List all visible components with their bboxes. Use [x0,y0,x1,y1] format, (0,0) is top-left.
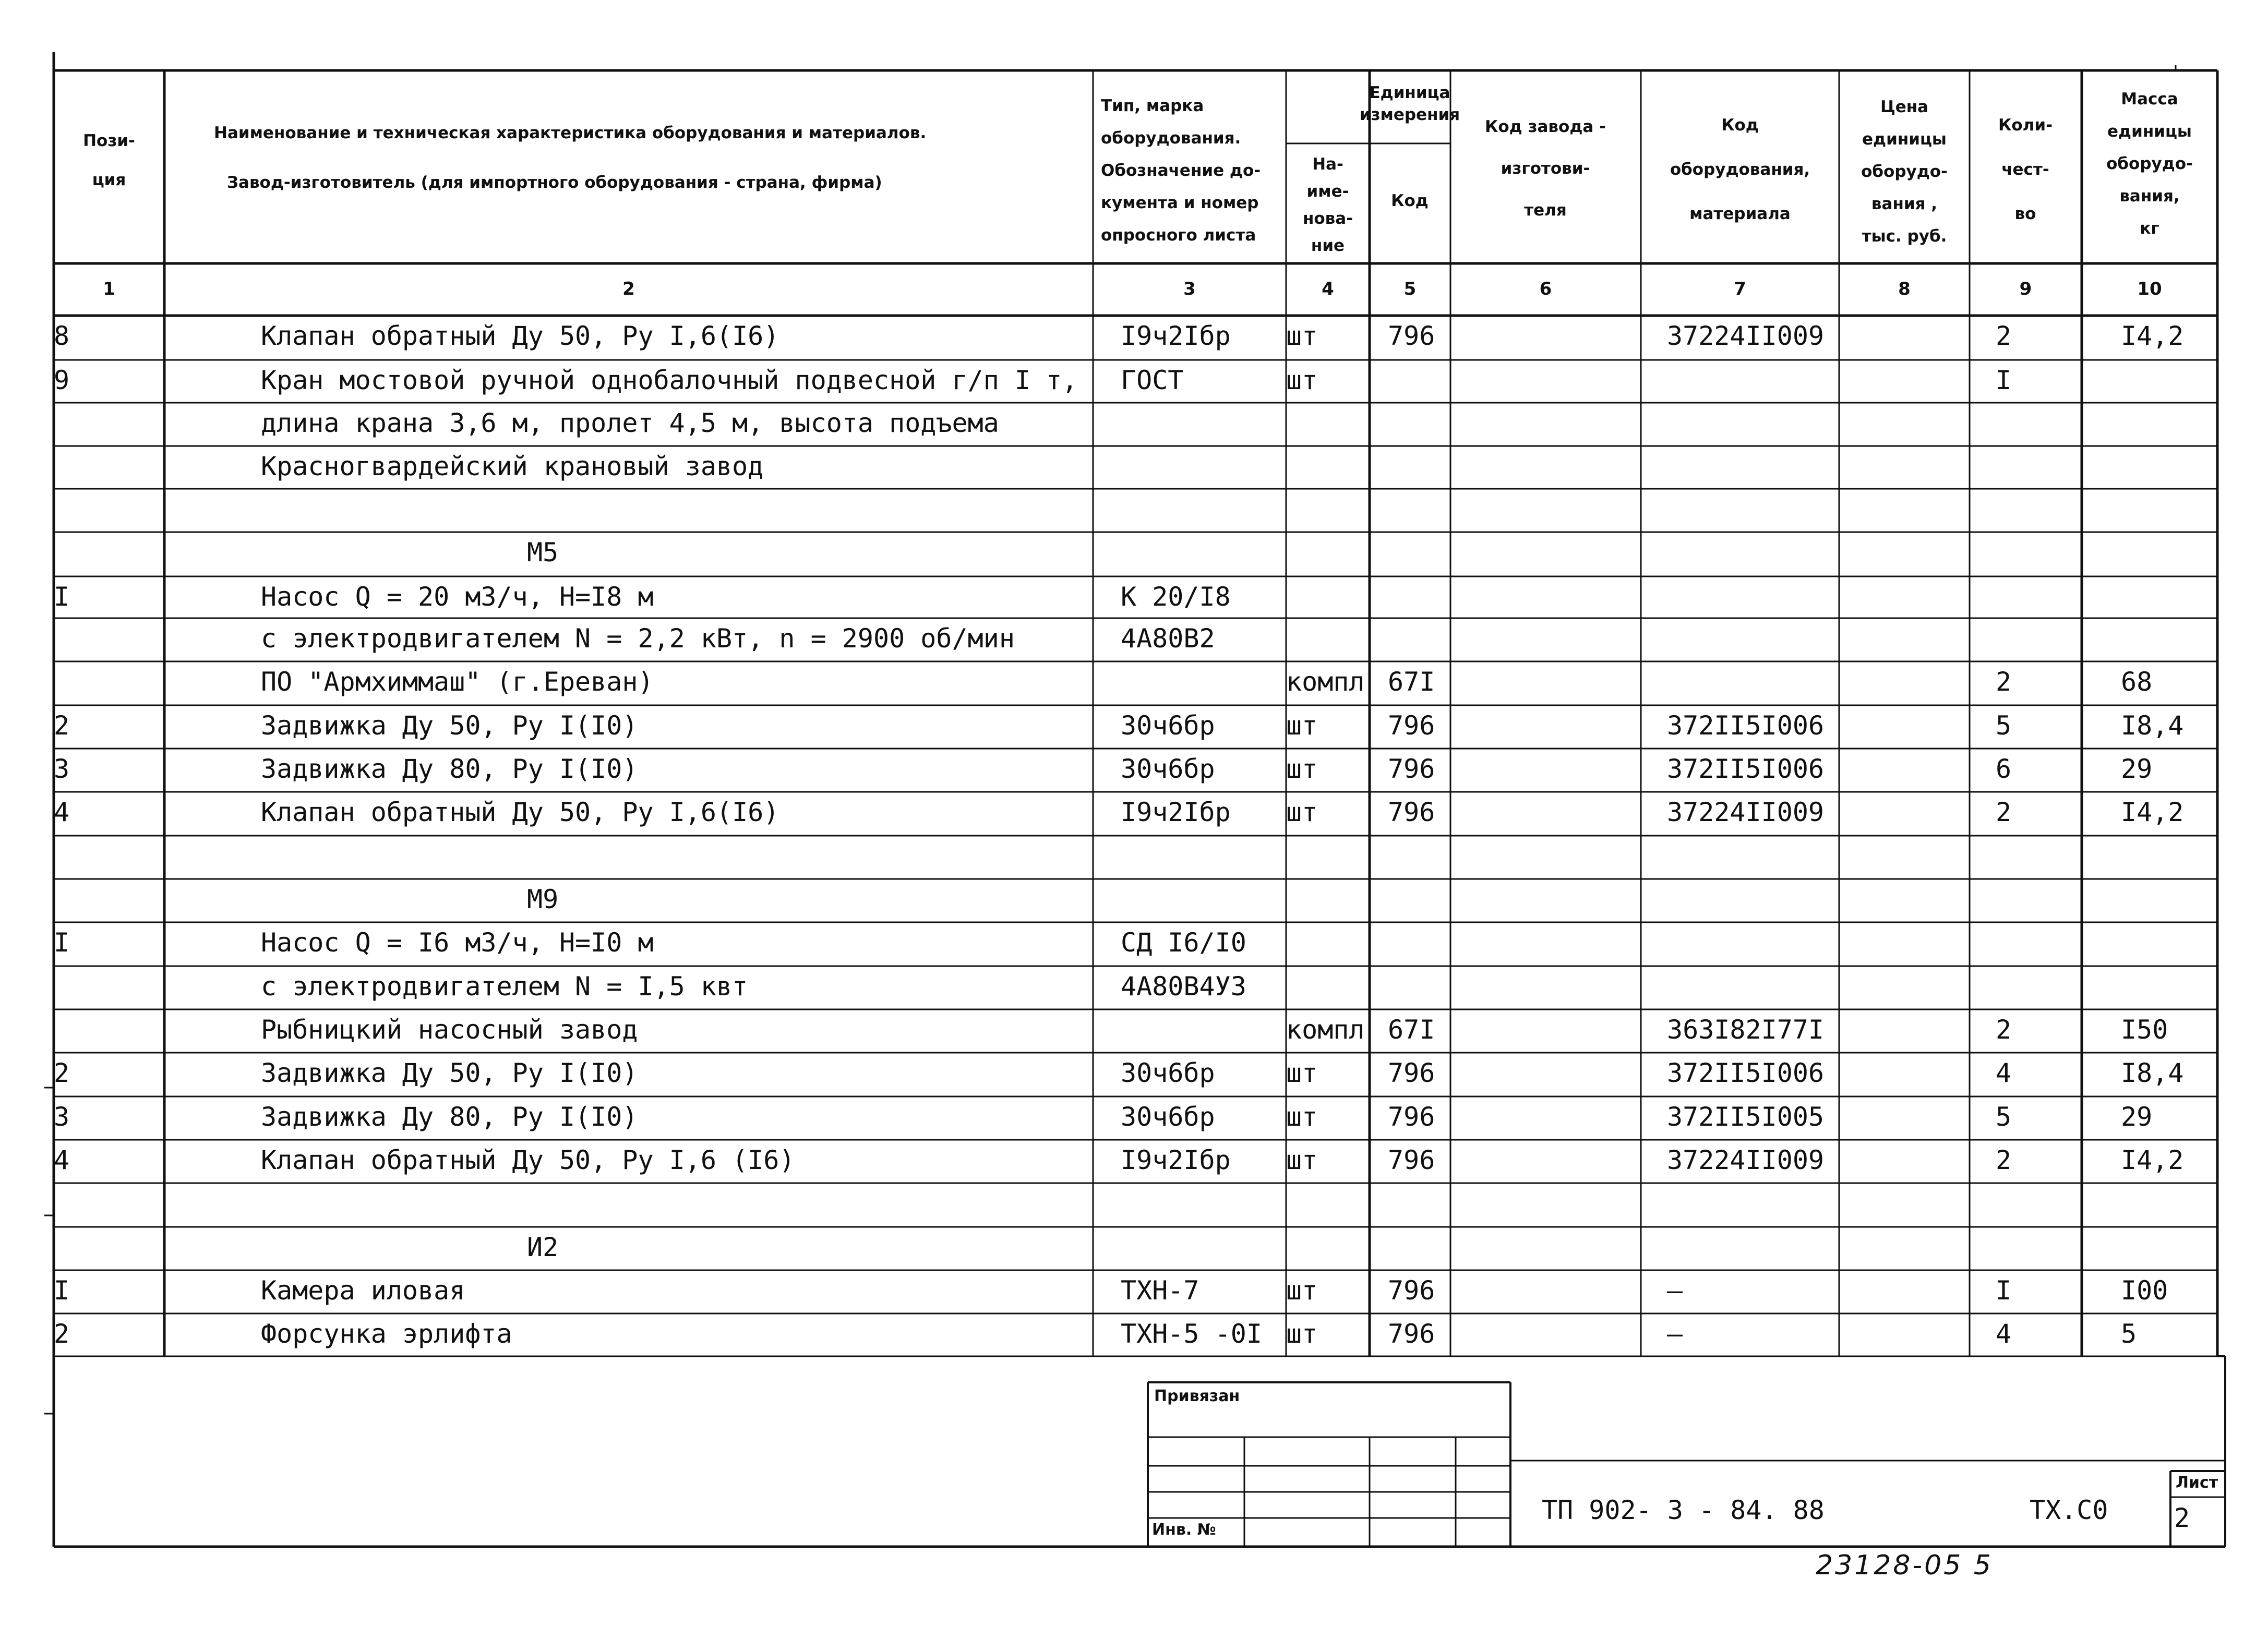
row-unit: шт [1286,1319,1318,1349]
row-name: Задвижка Ду 50, Ру I(I0) [261,1058,638,1088]
row-type: 30ч6бр [1121,1102,1215,1132]
header-quantity: Коли- [1998,116,2053,135]
row-name: ПО "Армхиммаш" (г.Ереван) [261,667,654,697]
header-quantity: чест- [2001,160,2049,179]
header-factory-code: теля [1524,201,1567,220]
header-price: оборудо- [1861,162,1948,181]
row-type: ГОСТ [1121,365,1184,395]
row-quantity: I [1996,1275,2012,1306]
row-quantity: 5 [1996,1102,2012,1132]
row-position: I [54,582,70,612]
row-type: 30ч6бр [1121,710,1215,741]
row-unit: шт [1286,710,1318,741]
header-mass: кг [2140,219,2159,238]
row-unit-code: 796 [1388,797,1435,827]
row-equipment-code: 363I82I77I [1667,1015,1825,1045]
row-type: 4А80В2 [1121,623,1215,654]
row-type: I9ч2Iбр [1121,321,1231,351]
row-name: Задвижка Ду 80, Ру I(I0) [261,754,638,784]
row-position: 4 [54,797,70,827]
row-mass: 29 [2121,1102,2153,1132]
header-type: опросного листа [1101,226,1256,245]
column-number: 5 [1403,279,1417,299]
row-unit: шт [1286,365,1318,395]
row-unit-code: 796 [1388,1319,1435,1349]
row-mass: 29 [2121,754,2153,784]
row-quantity: 2 [1996,797,2012,827]
row-equipment-code: 372II5I006 [1667,754,1825,784]
row-type: 30ч6бр [1121,1058,1215,1088]
row-unit-code: 796 [1388,321,1435,351]
column-number: 8 [1898,279,1911,299]
header-quantity: во [2014,204,2036,223]
row-quantity: 2 [1996,667,2012,697]
header-name-line1: Наименование и техническая характеристика оборудования и материалов. [214,124,927,142]
row-name: Задвижка Ду 50, Ру I(I0) [261,710,638,741]
row-name: Форсунка эрлифта [261,1319,512,1349]
header-unit-name: На- [1312,155,1343,174]
row-unit-code: 796 [1388,754,1435,784]
header-price: Цена [1880,98,1929,116]
row-unit: шт [1286,321,1318,351]
header-name-line2: Завод-изготовитель (для импортного оборудования - страна, фирма) [227,173,882,192]
column-number: 7 [1734,279,1746,299]
row-name: Насос Q = I6 м3/ч, Н=I0 м [261,927,654,958]
row-quantity: 4 [1996,1319,2012,1349]
header-unit-name: ние [1311,236,1345,255]
archive-number: 23128-05 5 [1816,1550,1993,1581]
row-unit: шт [1286,1275,1318,1306]
header-price: тыс. руб. [1862,227,1947,246]
column-number: 4 [1322,279,1334,299]
row-quantity: I [1996,365,2012,395]
row-position: I [54,1275,70,1306]
row-quantity: 5 [1996,710,2012,741]
row-unit: компл [1286,1015,1365,1045]
row-name: Рыбницкий насосный завод [261,1015,638,1045]
row-quantity: 2 [1996,1015,2012,1045]
row-unit-code: 796 [1388,1058,1435,1088]
row-unit: компл [1286,667,1365,697]
row-position: 2 [54,1319,70,1349]
row-type: 30ч6бр [1121,754,1215,784]
row-quantity: 2 [1996,321,2012,351]
row-unit-code: 67I [1388,1015,1435,1045]
row-type: I9ч2Iбр [1121,1145,1231,1175]
row-type: I9ч2Iбр [1121,797,1231,827]
header-mass: единицы [2107,122,2192,141]
section-title: И2 [527,1232,559,1262]
row-equipment-code: – [1667,1275,1683,1306]
row-name: Клапан обратный Ду 50, Ру I,6(I6) [261,797,779,827]
row-equipment-code: 372II5I006 [1667,710,1825,741]
row-unit-code: 796 [1388,710,1435,741]
row-equipment-code: – [1667,1319,1683,1349]
row-name: с электродвигателем N = I,5 квт [261,971,748,1002]
column-number: 2 [622,279,635,299]
row-type: 4А80В4У3 [1121,971,1246,1002]
header-equipment-code: оборудования, [1670,160,1810,179]
header-equipment-code: материала [1689,204,1791,223]
row-unit: шт [1286,797,1318,827]
row-position: 2 [54,710,70,741]
row-position: I [54,927,70,958]
header-type: Тип, марка [1101,97,1204,115]
header-type: кумента и номер [1101,194,1259,212]
row-equipment-code: 37224II009 [1667,321,1825,351]
row-equipment-code: 372II5I005 [1667,1102,1825,1132]
header-mass: оборудо- [2106,154,2193,173]
row-position: 8 [54,321,70,351]
section-title: М9 [527,884,559,914]
header-mass: вания, [2119,187,2180,206]
row-unit-code: 796 [1388,1275,1435,1306]
row-mass: 68 [2121,667,2153,697]
row-name: с электродвигателем N = 2,2 кВт, n = 2900 об/мин [261,623,1015,654]
row-mass: I8,4 [2121,710,2184,741]
row-type: ТХН-5 -0I [1121,1319,1262,1349]
row-unit-code: 796 [1388,1145,1435,1175]
row-mass: 5 [2121,1319,2137,1349]
row-unit-code: 796 [1388,1102,1435,1132]
column-number: 3 [1183,279,1196,299]
column-number: 9 [2019,279,2032,299]
header-factory-code: изготови- [1501,159,1590,178]
row-quantity: 2 [1996,1145,2012,1175]
header-position: ция [92,171,126,189]
row-unit: шт [1286,1102,1318,1132]
stamp-sheet-label: Лист [2176,1474,2218,1492]
row-position: 2 [54,1058,70,1088]
stamp-inventory-label: Инв. № [1152,1521,1216,1539]
row-name: Задвижка Ду 80, Ру I(I0) [261,1102,638,1132]
stamp-tied-label: Привязан [1154,1387,1240,1405]
row-equipment-code: 37224II009 [1667,797,1825,827]
row-unit: шт [1286,754,1318,784]
row-mass: I4,2 [2121,797,2184,827]
row-position: 4 [54,1145,70,1175]
header-mass: Масса [2121,90,2178,109]
header-unit-group: Единица [1369,83,1450,102]
header-unit-group: измерения [1359,105,1460,124]
row-name: Кран мостовой ручной однобалочный подвесной г/п I т, [261,365,1078,395]
header-factory-code: Код завода - [1485,117,1606,136]
header-equipment-code: Код [1721,116,1759,135]
row-mass: I4,2 [2121,321,2184,351]
row-name: Насос Q = 20 м3/ч, Н=I8 м [261,582,654,612]
header-price: вания , [1871,195,1938,213]
stamp-sheet-number: 2 [2174,1503,2190,1533]
row-name: Камера иловая [261,1275,465,1306]
row-type: ТХН-7 [1121,1275,1199,1306]
row-type: СД I6/I0 [1121,927,1246,958]
header-unit-name: име- [1306,182,1349,201]
header-unit-name: нова- [1302,209,1353,228]
row-mass: I50 [2121,1015,2168,1045]
header-price: единицы [1862,130,1947,149]
row-position: 9 [54,365,70,395]
row-equipment-code: 37224II009 [1667,1145,1825,1175]
row-mass: I4,2 [2121,1145,2184,1175]
header-unit-code: Код [1391,191,1429,210]
row-position: 3 [54,1102,70,1132]
row-name: Клапан обратный Ду 50, Ру I,6 (I6) [261,1145,795,1175]
column-number: 1 [103,279,115,299]
stamp-document-number: ТП 902- 3 - 84. 88 [1542,1495,1825,1525]
column-number: 10 [2137,279,2162,299]
row-equipment-code: 372II5I006 [1667,1058,1825,1088]
row-quantity: 6 [1996,754,2012,784]
header-position: Пози- [83,131,135,150]
row-unit: шт [1286,1058,1318,1088]
row-unit-code: 67I [1388,667,1435,697]
row-mass: I00 [2121,1275,2168,1306]
column-number: 6 [1539,279,1552,299]
row-unit: шт [1286,1145,1318,1175]
header-type: Обозначение до- [1101,161,1261,180]
row-position: 3 [54,754,70,784]
row-type: К 20/I8 [1121,582,1231,612]
row-quantity: 4 [1996,1058,2012,1088]
row-name: Красногвардейский крановый завод [261,451,764,481]
stamp-document-code: ТХ.С0 [2030,1495,2108,1525]
section-title: М5 [527,537,559,568]
header-type: оборудования. [1101,129,1241,148]
row-name: Клапан обратный Ду 50, Ру I,6(I6) [261,321,779,351]
row-mass: I8,4 [2121,1058,2184,1088]
row-name: длина крана 3,6 м, пролет 4,5 м, высота подъема [261,408,999,438]
